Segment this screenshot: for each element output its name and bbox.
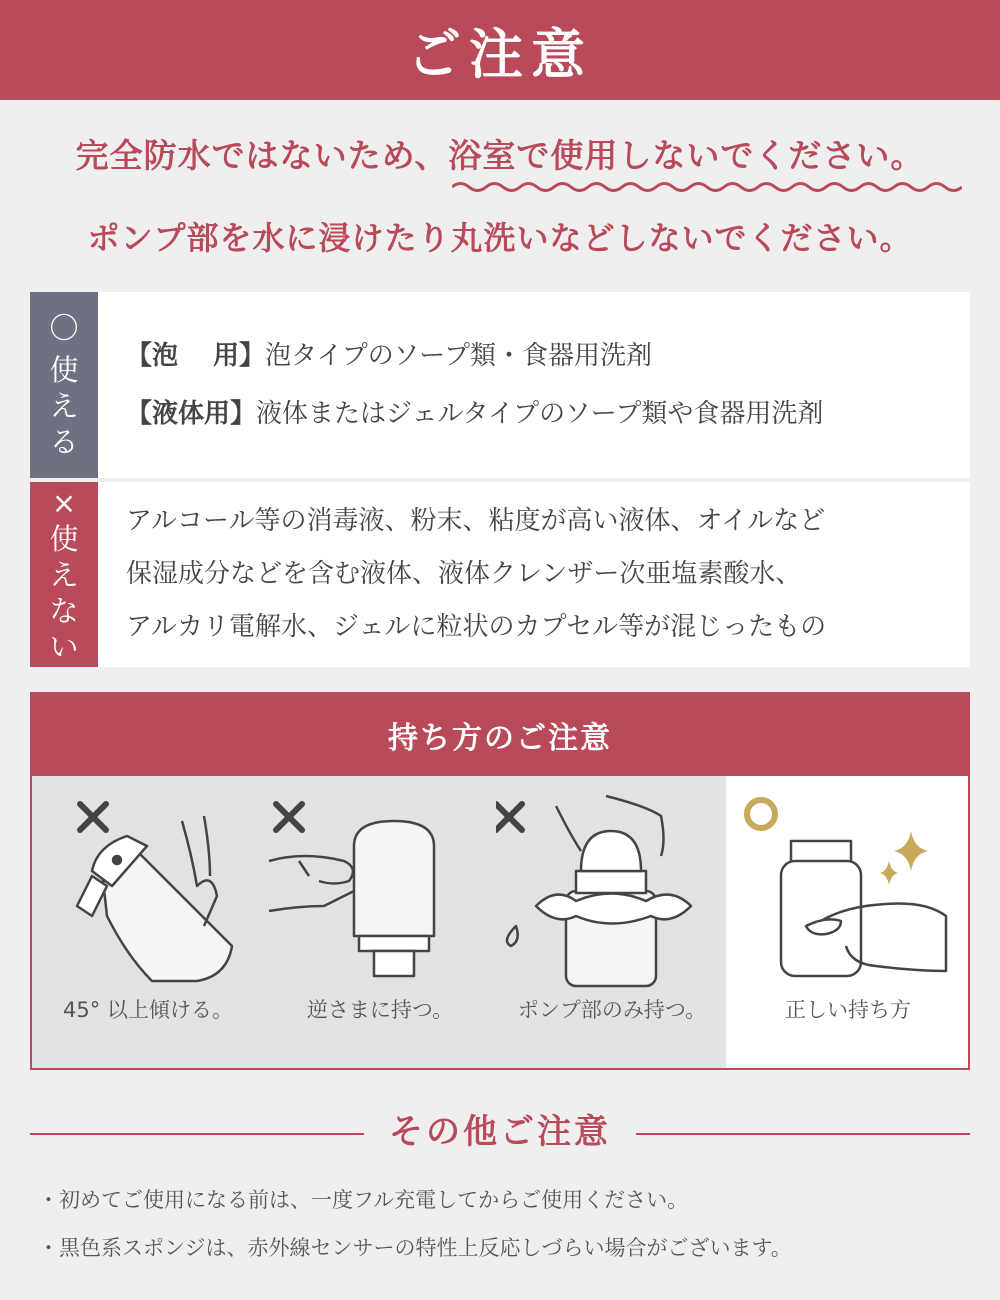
page-title: ご注意 [407,22,593,86]
hold-panel-correct [726,776,970,1070]
usable-row [30,292,970,478]
pump-only-grip-icon [496,776,728,996]
holding-title: 持ち方のご注意 [32,694,968,776]
hold-panel-pump-only [496,776,728,1070]
page-title-banner [0,0,1000,100]
holding-section [30,692,970,1070]
circle-mark-icon: 〇 [49,311,79,345]
wavy-underline [452,180,962,194]
list-item: ・初めてご使用になる前は、一度フル充電してからご使用ください。 [38,1188,689,1212]
not-usable-list [126,482,950,667]
bathroom-warning-emphasis: 浴室で使用しないでください。 [448,136,925,175]
list-item: 【泡 用】泡タイプのソープ類・食器用洗剤 [126,341,652,371]
pump-wash-warning: ポンプ部を水に浸けたり丸洗いなどしないでください。 [87,219,913,257]
usable-label: 〇 使 え る [30,292,98,478]
cross-mark-icon: × [51,485,77,520]
correct-grip-icon [726,776,970,996]
not-usable-row [30,482,970,667]
list-item: 保湿成分などを含む液体、液体クレンザー次亜塩素酸水、 [126,559,802,589]
not-usable-label: × 使 え な い [30,482,98,667]
caption-pump-only: ポンプ部のみ持つ。 [517,998,707,1022]
waterproof-warning: 完全防水ではないため、浴室で使用しないでください。 [75,136,925,175]
tilted-bottle-icon [32,776,264,996]
usable-list [126,292,950,478]
list-item: アルコール等の消毒液、粉末、粘度が高い液体、オイルなど [126,506,826,536]
caption-correct: 正しい持ち方 [785,998,911,1022]
upside-down-bottle-icon [264,776,496,996]
hold-panel-upside-down [264,776,496,1070]
list-item: ・黒色系スポンジは、赤外線センサーの特性上反応しづらい場合がございます。 [38,1236,792,1260]
caption-tilted: 45° 以上傾ける。 [63,998,233,1022]
list-item: 【液体用】液体またはジェルタイプのソープ類や食器用洗剤 [126,399,824,429]
list-item: アルカリ電解水、ジェルに粒状のカプセル等が混じったもの [126,612,827,642]
other-notes-title: その他ご注意 [389,1112,611,1152]
hold-panel-tilted [32,776,264,1070]
caption-upside-down: 逆さまに持つ。 [306,998,454,1022]
